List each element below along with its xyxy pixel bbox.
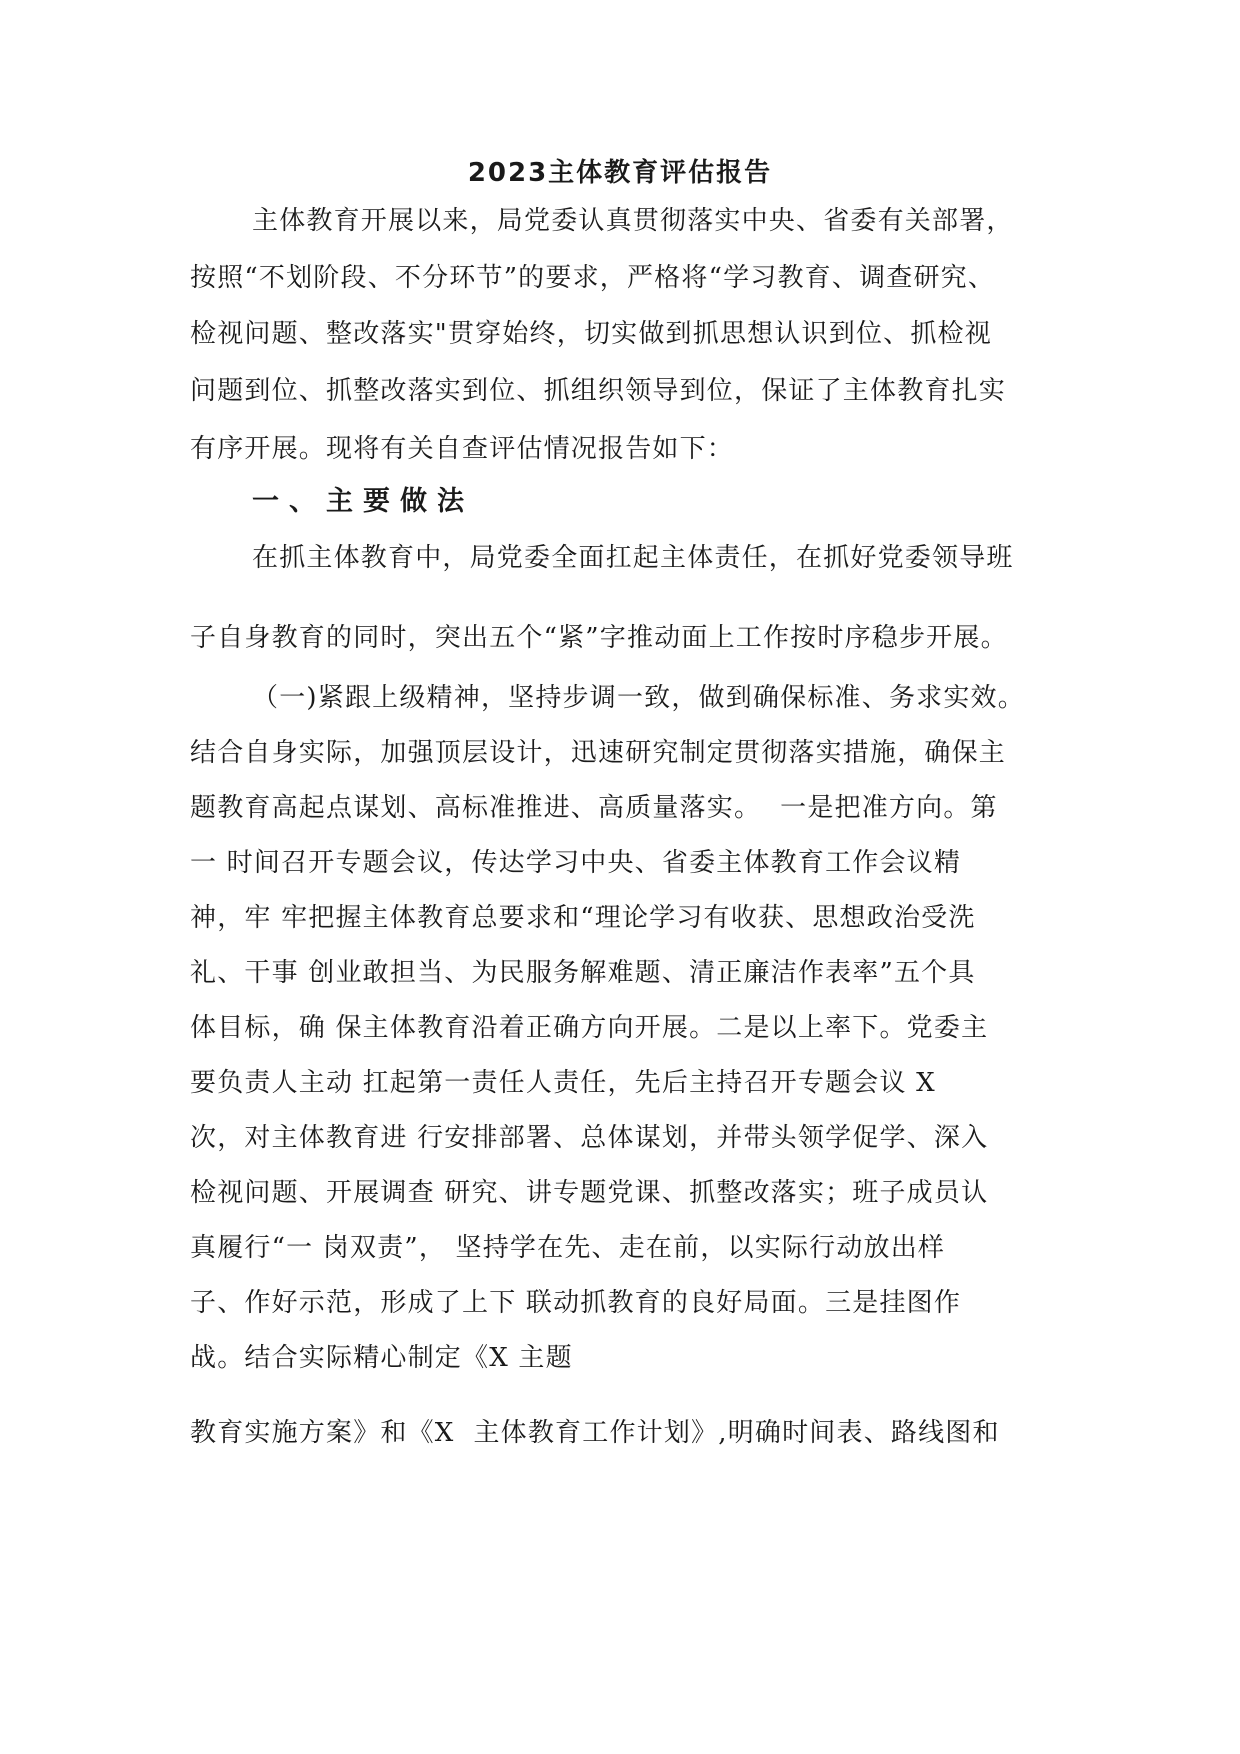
paragraph-line: 教育实施方案》和《X 主体教育工作计划》,明确时间表、路线图和 bbox=[190, 1418, 1000, 1448]
paragraph-line: 真履行“一 岗双责”， 坚持学在先、走在前，以实际行动放出样 bbox=[190, 1233, 946, 1263]
paragraph-line: 战。结合实际精心制定《X 主题 bbox=[190, 1343, 573, 1373]
paragraph-line: 子自身教育的同时，突出五个“紧”字推动面上工作按时序稳步开展。 bbox=[190, 623, 1008, 653]
paragraph-line: 检视问题、开展调查 研究、讲专题党课、抓整改落实；班子成员认 bbox=[190, 1178, 989, 1208]
paragraph-line: 礼、干事 创业敢担当、为民服务解难题、清正廉洁作表率”五个具 bbox=[190, 958, 976, 988]
paragraph-line: 问题到位、抓整改落实到位、抓组织领导到位，保证了主体教育扎实 bbox=[190, 376, 1007, 406]
paragraph-line: 一 时间召开专题会议，传达学习中央、省委主体教育工作会议精 bbox=[190, 848, 962, 878]
paragraph-line: 神，牢 牢把握主体教育总要求和“理论学习有收获、思想政治受洗 bbox=[190, 903, 976, 933]
paragraph-line: 要负责人主动 扛起第一责任人责任，先后主持召开专题会议 X bbox=[190, 1068, 936, 1098]
paragraph-line: 有序开展。现将有关自查评估情况报告如下： bbox=[190, 434, 735, 464]
section-heading: 一、主要做法 bbox=[252, 486, 474, 517]
paragraph-line: 次，对主体教育进 行安排部署、总体谋划，并带头领学促学、深入 bbox=[190, 1123, 989, 1153]
paragraph-line: 在抓主体教育中，局党委全面扛起主体责任，在抓好党委领导班 bbox=[252, 543, 1014, 573]
paragraph-line: 体目标，确 保主体教育沿着正确方向开展。二是以上率下。党委主 bbox=[190, 1013, 989, 1043]
paragraph-line: 子、作好示范，形成了上下 联动抓教育的良好局面。三是挂图作 bbox=[190, 1288, 962, 1318]
paragraph-line: 题教育高起点谋划、高标准推进、高质量落实。 一是把准方向。第 bbox=[190, 793, 998, 823]
paragraph-line: 检视问题、整改落实"贯穿始终，切实做到抓思想认识到位、抓检视 bbox=[190, 319, 992, 349]
paragraph-line: 按照“不划阶段、不分环节”的要求，严格将“学习教育、调查研究、 bbox=[190, 263, 996, 293]
paragraph-line: 结合自身实际，加强顶层设计，迅速研究制定贯彻落实措施，确保主 bbox=[190, 738, 1007, 768]
paragraph-line: 主体教育开展以来，局党委认真贯彻落实中央、省委有关部署， bbox=[252, 206, 1014, 236]
paragraph-line: （一)紧跟上级精神，坚持步调一致，做到确保标准、务求实效。 bbox=[252, 683, 1025, 713]
document-title: 2023主体教育评估报告 bbox=[467, 158, 773, 188]
